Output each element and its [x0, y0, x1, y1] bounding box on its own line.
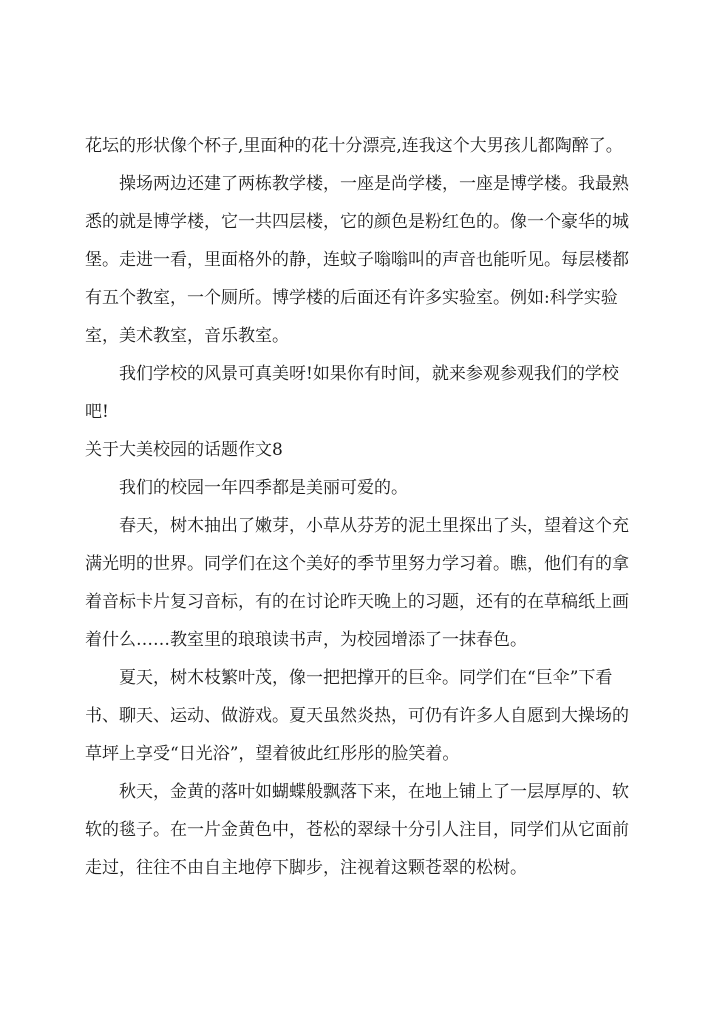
text-line: 吧! [85, 402, 109, 422]
text-line: 着音标卡片复习音标，有的在讨论昨天晚上的习题，还有的在草稿纸上画 [85, 592, 629, 612]
text-line: 春天，树木抽出了嫩芽，小草从芬芳的泥土里探出了头，望着这个充 [85, 516, 629, 536]
text-line: 堡。走进一看，里面格外的静，连蚊子嗡嗡叫的声音也能听见。每层楼都 [85, 250, 629, 270]
text-line: 我们学校的风景可真美呀!如果你有时间，就来参观参观我们的学校 [85, 364, 619, 384]
text-line: 我们的校园一年四季都是美丽可爱的。 [85, 478, 408, 498]
text-line: 操场两边还建了两栋教学楼，一座是尚学楼，一座是博学楼。我最熟 [85, 174, 629, 194]
text-line: 软的毯子。在一片金黄色中，苍松的翠绿十分引人注目，同学们从它面前 [85, 820, 629, 840]
text-line: 秋天，金黄的落叶如蝴蝶般飘落下来，在地上铺上了一层厚厚的、软 [85, 782, 629, 802]
text-line: 悉的就是博学楼，它一共四层楼，它的颜色是粉红色的。像一个豪华的城 [85, 212, 629, 232]
text-line: 满光明的世界。同学们在这个美好的季节里努力学习着。瞧，他们有的拿 [85, 554, 629, 574]
text-line: 夏天，树木枝繁叶茂，像一把把撑开的巨伞。同学们在“巨伞”下看 [85, 668, 613, 688]
section-heading: 关于大美校园的话题作文8 [85, 440, 283, 460]
text-line: 花坛的形状像个杯子,里面种的花十分漂亮,连我这个大男孩儿都陶醉了。 [85, 136, 623, 156]
text-line: 书、聊天、运动、做游戏。夏天虽然炎热，可仍有许多人自愿到大操场的 [85, 706, 629, 726]
text-line: 有五个教室，一个厕所。博学楼的后面还有许多实验室。例如:科学实验 [85, 288, 618, 308]
text-line: 走过，往往不由自主地停下脚步，注视着这颗苍翠的松树。 [85, 858, 527, 878]
text-line: 室，美术教室，音乐教室。 [85, 326, 289, 346]
text-line: 草坪上享受“日光浴”，望着彼此红彤彤的脸笑着。 [85, 744, 460, 764]
text-line: 着什么……教室里的琅琅读书声，为校园增添了一抹春色。 [85, 630, 527, 650]
